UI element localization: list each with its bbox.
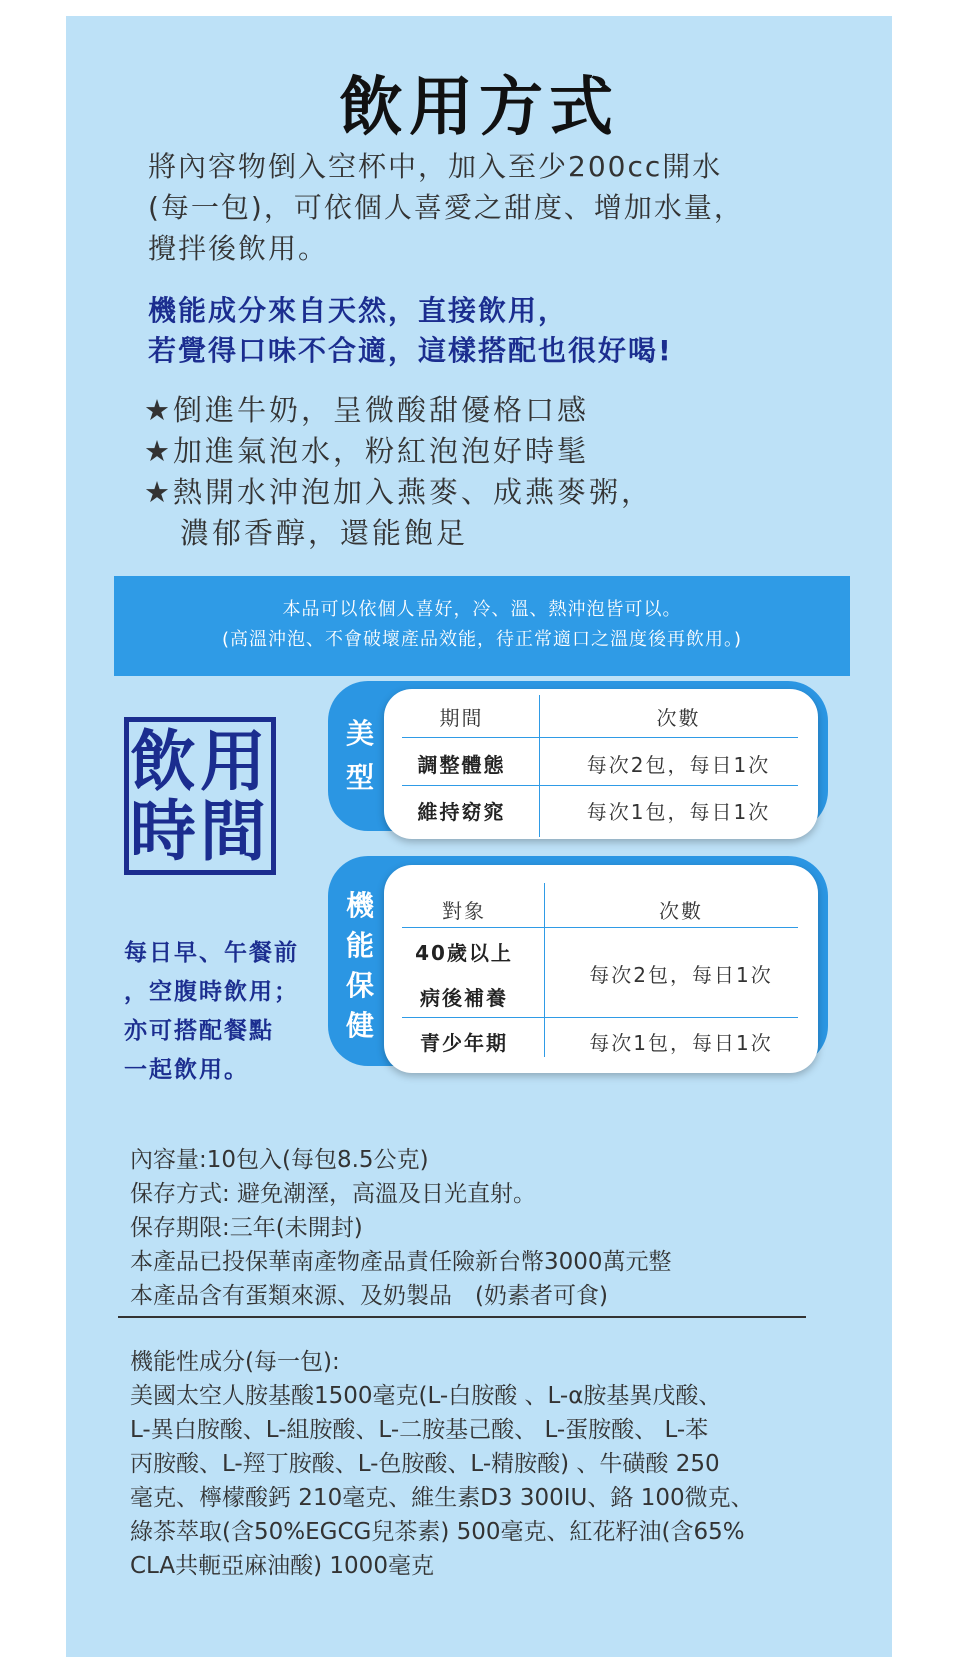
beauty-label: 美型 [345, 717, 374, 794]
intro-line: (每一包)，可依個人喜愛之甜度、增加水量， [148, 191, 744, 224]
header-frequency: 次數 [659, 899, 703, 923]
tip-item-continued: 濃郁香醇，還能飽足 [180, 516, 469, 550]
ingredient-line: 毫克、檸檬酸鈣 210毫克、維生素D3 300IU、鉻 100微克、 [130, 1485, 754, 1511]
ingredient-line: L-異白胺酸、L-組胺酸、L-二胺基己酸、 L-蛋胺酸、 L-苯 [130, 1417, 709, 1443]
ingredient-line: 丙胺酸、L-羥丁胺酸、L-色胺酸、L-精胺酸) 、牛磺酸 250 [130, 1451, 720, 1477]
tip-item: ★加進氣泡水，粉紅泡泡好時髦 [144, 434, 589, 468]
section-divider [118, 1316, 806, 1318]
header-frequency: 次數 [656, 706, 701, 730]
beauty-table [384, 689, 818, 839]
intro-line: 將內容物倒入空杯中，加入至少200cc開水 [148, 150, 723, 183]
highlight-line: 機能成分來自天然，直接飲用， [148, 294, 569, 327]
health-table [384, 865, 818, 1073]
content-panel [66, 16, 892, 1657]
page-title: 飲用方式 [339, 71, 619, 145]
row-divider [402, 927, 798, 928]
info-line: 內容量:10包入(每包8.5公克) [130, 1147, 429, 1173]
header-period: 期間 [439, 706, 484, 730]
row-divider [402, 737, 798, 738]
intro-text [148, 146, 828, 269]
note-line: ，空腹時飲用； [124, 979, 299, 1005]
serving-tips [144, 390, 844, 554]
table-row-value: 每次2包，每日1次 [586, 753, 771, 777]
highlight-text [148, 291, 848, 371]
drinking-time-line: 時間 [130, 793, 270, 870]
table-row-label: 調整體態 [417, 753, 506, 777]
ingredient-line: 綠茶萃取(含50%EGCG兒茶素) 500毫克、紅花籽油(含65% [130, 1519, 745, 1545]
intro-line: 攪拌後飲用。 [148, 232, 329, 265]
drinking-time-note [124, 934, 314, 1090]
table-row-label: 40歲以上 [415, 941, 513, 965]
ingredient-line: CLA共軛亞麻油酸) 1000毫克 [130, 1553, 434, 1579]
row-divider [402, 785, 798, 786]
product-info [130, 1143, 850, 1313]
info-line: 本產品已投保華南產物產品責任險新台幣3000萬元整 [130, 1249, 672, 1275]
drinking-time-line: 飲用 [130, 723, 270, 800]
health-label-text: 機能保健 [345, 889, 374, 1042]
notice-banner [114, 576, 850, 676]
tip-item: ★倒進牛奶，呈微酸甜優格口感 [144, 393, 589, 427]
drinking-time-box [124, 717, 276, 875]
table-row-label: 青少年期 [420, 1031, 508, 1055]
table-row-value: 每次1包，每日1次 [586, 800, 771, 824]
note-line: 一起飲用。 [124, 1057, 249, 1083]
notice-line: 本品可以依個人喜好，冷、溫、熱沖泡皆可以。 [282, 599, 682, 620]
ingredients [130, 1345, 830, 1583]
ingredient-line: 美國太空人胺基酸1500毫克(L-白胺酸 、L-α胺基異戊酸、 [130, 1383, 722, 1409]
header-target: 對象 [442, 899, 486, 923]
table-row-value: 每次1包，每日1次 [589, 1031, 773, 1055]
info-line: 保存期限:三年(未開封) [130, 1215, 363, 1241]
table-row-label: 病後補養 [420, 986, 508, 1010]
ingredient-line: 機能性成分(每一包): [130, 1349, 340, 1375]
notice-line: (高溫沖泡、不會破壞產品效能，待正常適口之溫度後再飲用。) [221, 629, 743, 650]
info-line: 本產品含有蛋類來源、及奶製品 (奶素者可食) [130, 1283, 608, 1309]
health-label [340, 886, 380, 1046]
note-line: 亦可搭配餐點 [124, 1018, 274, 1044]
info-line: 保存方式: 避免潮溼，高溫及日光直射。 [130, 1181, 537, 1207]
tip-item: ★熱開水沖泡加入燕麥、成燕麥粥， [144, 475, 653, 509]
highlight-line: 若覺得口味不合適，這樣搭配也很好喝! [148, 334, 673, 367]
row-divider [402, 1017, 798, 1018]
note-line: 每日早、午餐前 [124, 940, 299, 966]
table-row-label: 維持窈窕 [417, 800, 506, 824]
table-row-value: 每次2包，每日1次 [589, 963, 773, 987]
